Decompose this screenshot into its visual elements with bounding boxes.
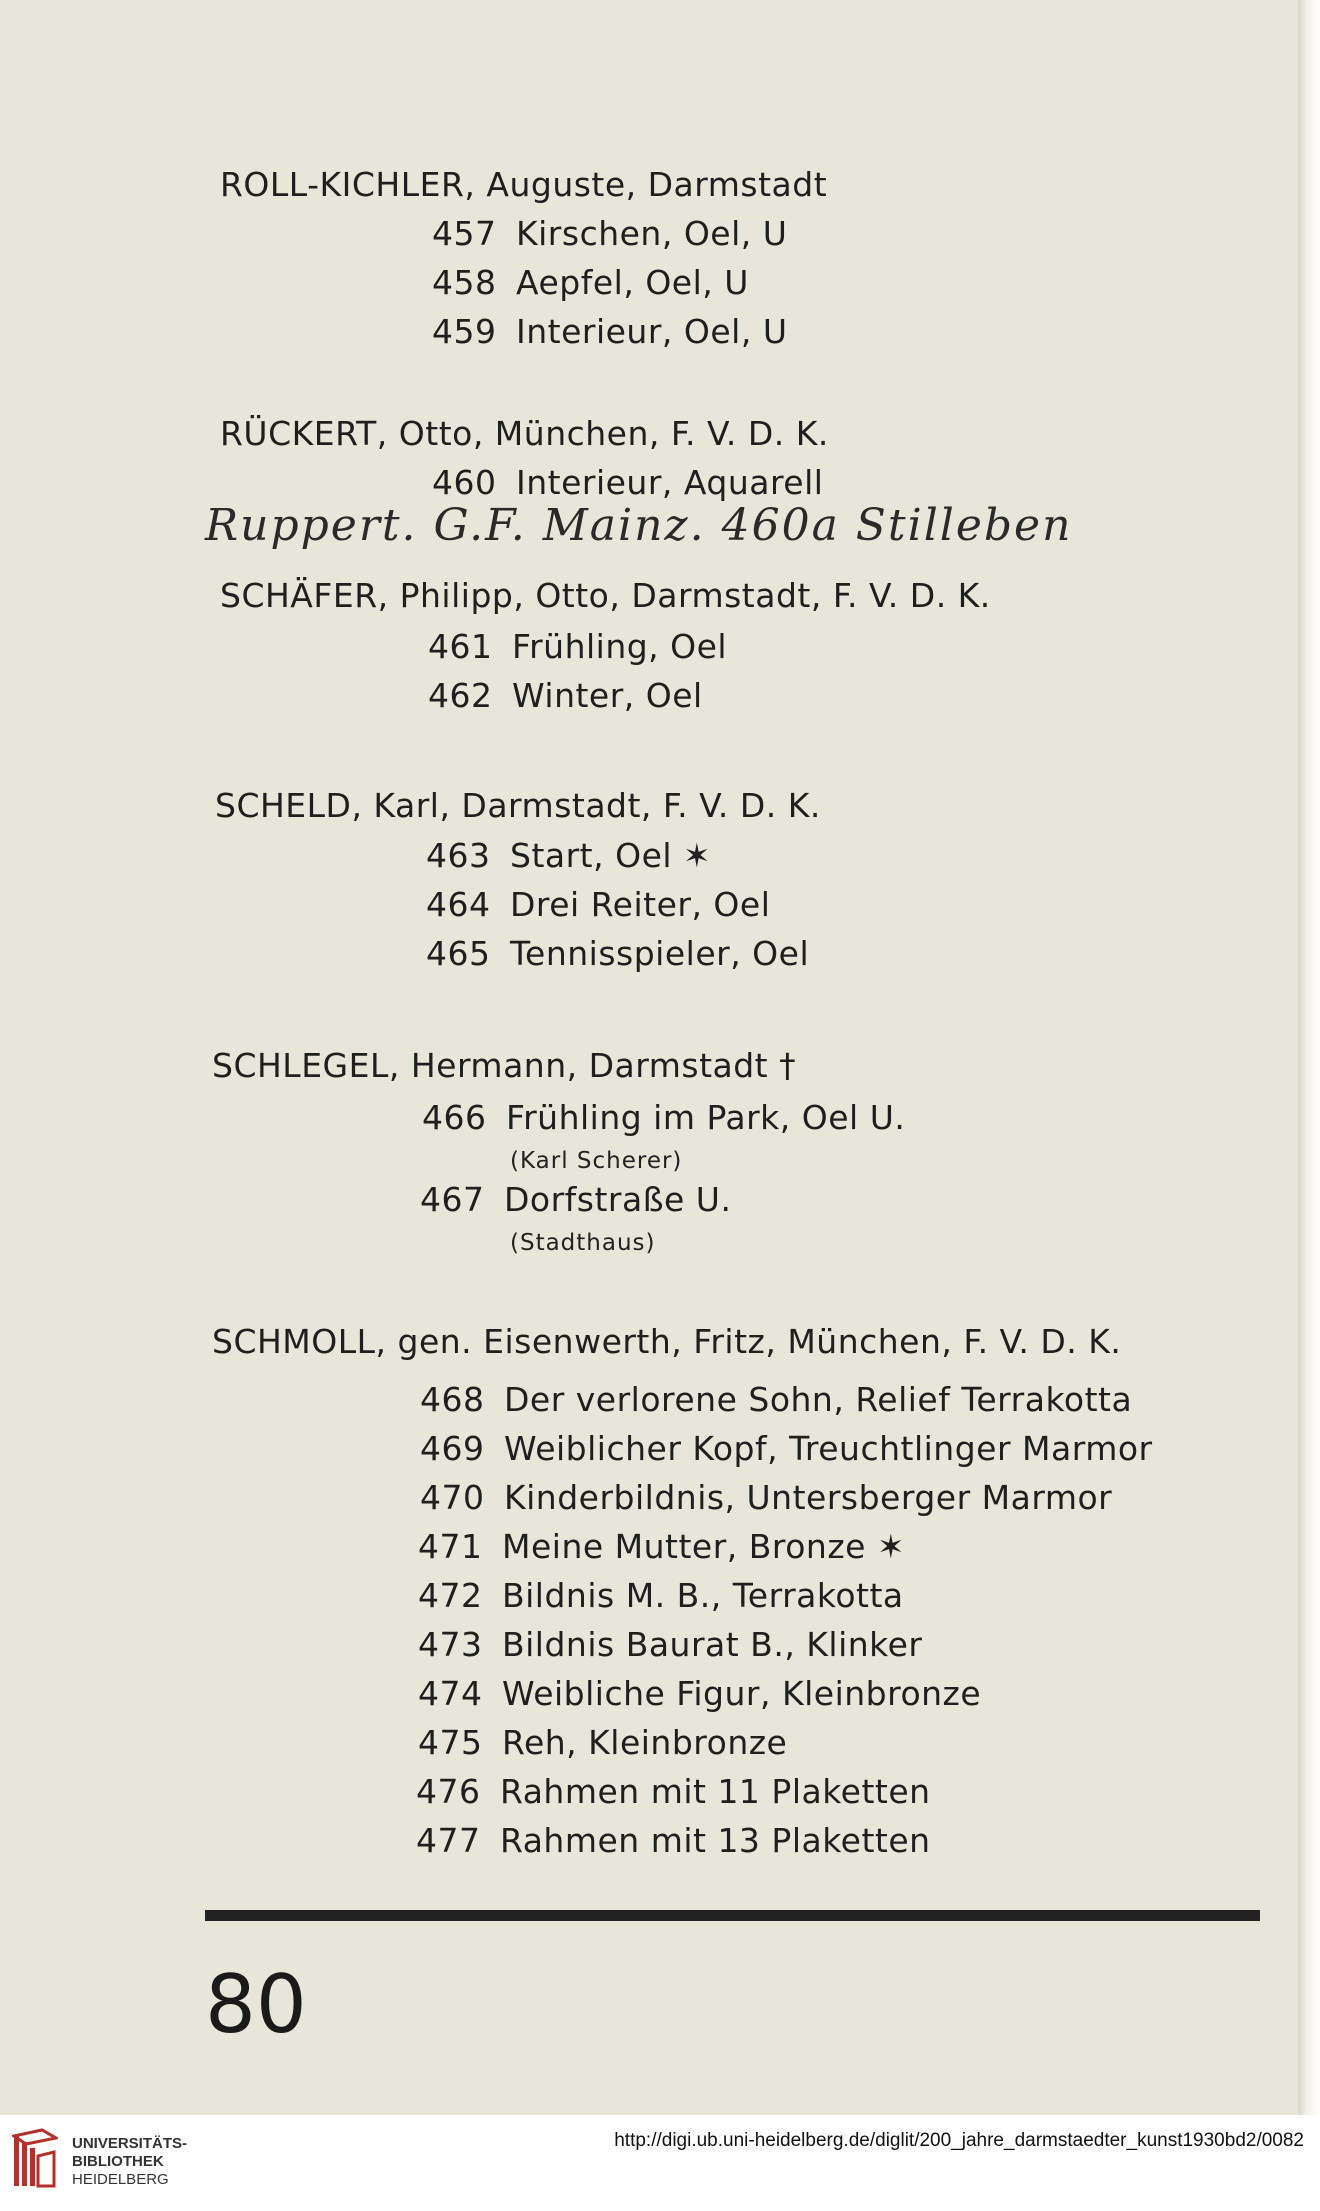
catalog-entry: 462 Winter, Oel	[428, 676, 703, 715]
artist-heading: RÜCKERT, Otto, München, F. V. D. K.	[220, 414, 829, 453]
catalog-entry: 475 Reh, Kleinbronze	[418, 1723, 788, 1762]
logo-line-1: UNIVERSITÄTS-	[72, 2135, 188, 2152]
page-number: 80	[205, 1958, 307, 2051]
page-edge	[1298, 0, 1320, 2115]
catalog-entry: 466 Frühling im Park, Oel U.	[422, 1098, 906, 1137]
catalog-entry: 470 Kinderbildnis, Untersberger Marmor	[420, 1478, 1113, 1517]
library-logo-icon	[12, 2128, 58, 2192]
catalog-entry: 458 Aepfel, Oel, U	[432, 263, 749, 302]
catalog-entry: 463 Start, Oel ✶	[426, 836, 712, 875]
ownership-note: (Karl Scherer)	[510, 1148, 683, 1174]
catalog-entry: 460 Interieur, Aquarell	[432, 463, 824, 502]
catalog-entry: 473 Bildnis Baurat B., Klinker	[418, 1625, 923, 1664]
source-url[interactable]: http://digi.ub.uni-heidelberg.de/diglit/200_jahre_darmstaedter_kunst1930bd2/0082	[614, 2130, 1304, 2151]
catalog-entry: 464 Drei Reiter, Oel	[426, 885, 771, 924]
logo-line-3: HEIDELBERG	[72, 2171, 169, 2188]
artist-heading: SCHELD, Karl, Darmstadt, F. V. D. K.	[215, 786, 821, 825]
artist-heading: SCHÄFER, Philipp, Otto, Darmstadt, F. V. D. K.	[220, 576, 991, 615]
ownership-note: (Stadthaus)	[510, 1230, 656, 1256]
catalog-entry: 461 Frühling, Oel	[428, 627, 728, 666]
catalog-entry: 476 Rahmen mit 11 Plaketten	[416, 1772, 931, 1811]
catalog-entry: 471 Meine Mutter, Bronze ✶	[418, 1527, 906, 1566]
catalog-entry: 459 Interieur, Oel, U	[432, 312, 788, 351]
artist-heading: ROLL-KICHLER, Auguste, Darmstadt	[220, 165, 828, 204]
divider-rule	[205, 1910, 1260, 1921]
logo-line-2: BIBLIOTHEK	[72, 2153, 164, 2170]
catalog-entry: 465 Tennisspieler, Oel	[426, 934, 810, 973]
catalog-entry: 467 Dorfstraße U.	[420, 1180, 732, 1219]
artist-heading: SCHMOLL, gen. Eisenwerth, Fritz, München, F. V. D. K.	[212, 1322, 1122, 1361]
catalog-entry: 468 Der verlorene Sohn, Relief Terrakotta	[420, 1380, 1133, 1419]
handwritten-annotation: Ruppert. G.F. Mainz. 460a Stilleben	[205, 500, 1073, 551]
catalog-entry: 474 Weibliche Figur, Kleinbronze	[418, 1674, 982, 1713]
catalog-entry: 472 Bildnis M. B., Terrakotta	[418, 1576, 904, 1615]
catalog-entry: 457 Kirschen, Oel, U	[432, 214, 788, 253]
catalog-entry: 477 Rahmen mit 13 Plaketten	[416, 1821, 931, 1860]
library-logo-text	[72, 2135, 187, 2189]
artist-heading: SCHLEGEL, Hermann, Darmstadt †	[212, 1046, 797, 1085]
catalog-entry: 469 Weiblicher Kopf, Treuchtlinger Marmor	[420, 1429, 1153, 1468]
